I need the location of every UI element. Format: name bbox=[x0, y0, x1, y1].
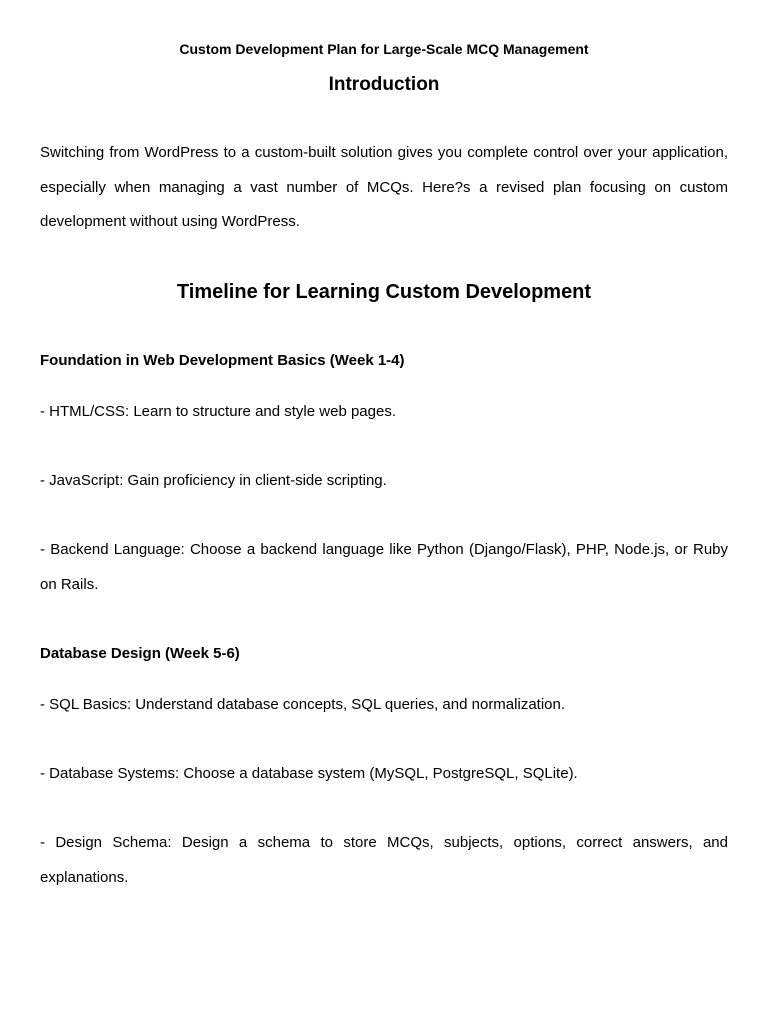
list-item-javascript: - JavaScript: Gain proficiency in client-side scripting. bbox=[40, 472, 387, 489]
timeline-heading: Timeline for Learning Custom Development bbox=[176, 281, 592, 303]
list-item-sql-basics: - SQL Basics: Understand database concepts, SQL queries, and normalization. bbox=[40, 696, 566, 713]
introduction-paragraph: Switching from WordPress to a custom-built solution gives you complete control over your application, especially when managing a vast number of MCQs. Here?s a revised plan focusing on custom development without using WordPress. bbox=[40, 144, 728, 230]
section-heading-web-basics: Foundation in Web Development Basics (Week 1-4) bbox=[40, 352, 405, 369]
list-item-backend-language: - Backend Language: Choose a backend language like Python (Django/Flask), PHP, Node.js, or Ruby on Rails. bbox=[40, 541, 728, 593]
section-heading-database-design: Database Design (Week 5-6) bbox=[40, 645, 240, 662]
list-item-database-systems: - Database Systems: Choose a database system (MySQL, PostgreSQL, SQLite). bbox=[40, 765, 578, 782]
list-item-design-schema: - Design Schema: Design a schema to store MCQs, subjects, options, correct answers, and explanations. bbox=[40, 834, 728, 886]
list-item-html-css: - HTML/CSS: Learn to structure and style web pages. bbox=[40, 403, 396, 420]
document-title: Custom Development Plan for Large-Scale MCQ Management bbox=[179, 41, 589, 57]
introduction-heading: Introduction bbox=[328, 74, 440, 95]
